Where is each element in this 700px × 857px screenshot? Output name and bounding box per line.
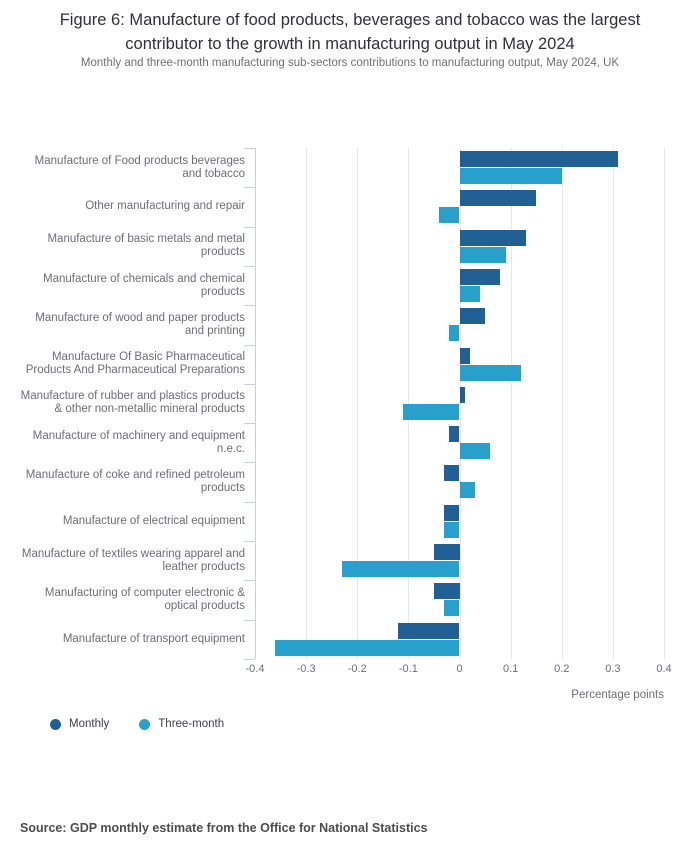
source-note: Source: GDP monthly estimate from the Office for National Statistics [20, 821, 428, 835]
gridline [664, 148, 665, 659]
x-tick-label: -0.4 [245, 663, 265, 675]
bar-three-month [460, 482, 475, 498]
bar-row [255, 541, 664, 580]
category-labels-column [0, 148, 245, 659]
category-label: Other manufacturing and repair [85, 200, 245, 213]
bar-three-month [403, 404, 459, 420]
bar-monthly [460, 269, 501, 285]
legend-item-three-month [139, 718, 224, 730]
y-axis-tick [244, 423, 255, 424]
bar-three-month [460, 247, 506, 263]
y-axis-tick [244, 384, 255, 385]
legend-swatch-monthly [50, 719, 61, 730]
bar-monthly [460, 308, 486, 324]
bar-row [255, 345, 664, 384]
category-label: Manufacture of Food products beverages and tobacco [34, 154, 245, 180]
x-axis-tick-labels [245, 663, 672, 677]
bar-row [255, 423, 664, 462]
bar-monthly [444, 505, 459, 521]
bar-three-month [460, 286, 480, 302]
x-tick-label: 0.2 [554, 663, 570, 675]
y-axis-tick [244, 541, 255, 542]
bar-monthly [460, 190, 537, 206]
legend-swatch-three-month [139, 719, 150, 730]
x-tick-label: 0.4 [656, 663, 672, 675]
bar-three-month [275, 640, 459, 656]
y-axis-tick [244, 305, 255, 306]
bar-row [255, 227, 664, 266]
y-axis-tick [244, 227, 255, 228]
bar-three-month [449, 325, 459, 341]
category-label: Manufacture of basic metals and metal products [47, 233, 245, 259]
bar-monthly [460, 230, 526, 246]
y-axis-tick [244, 462, 255, 463]
x-tick-label: -0.3 [296, 663, 316, 675]
bar-row [255, 384, 664, 423]
x-tick-label: 0.1 [502, 663, 519, 675]
bar-monthly [460, 387, 465, 403]
bar-monthly [434, 583, 460, 599]
legend [50, 716, 224, 732]
bar-three-month [444, 522, 459, 538]
x-tick-label: 0 [456, 663, 463, 675]
bar-row [255, 305, 664, 344]
y-axis-tick [244, 502, 255, 503]
bar-three-month [460, 443, 491, 459]
legend-label: Monthly [69, 718, 110, 730]
bar-three-month [342, 561, 460, 577]
x-tick-label: -0.2 [347, 663, 367, 675]
bar-monthly [449, 426, 459, 442]
bar-row [255, 462, 664, 501]
y-axis-tick [244, 266, 255, 267]
bar-three-month [460, 168, 562, 184]
plot-area [255, 148, 664, 659]
category-label: Manufacture of rubber and plastics products & other non-metallic mineral products [20, 390, 245, 416]
bar-row [255, 187, 664, 226]
bar-monthly [434, 544, 460, 560]
y-axis-tick [244, 345, 255, 346]
bar-monthly [460, 348, 470, 364]
bar-three-month [460, 365, 521, 381]
legend-label: Three-month [158, 718, 225, 730]
y-axis-tick [244, 148, 255, 149]
y-axis-tick [244, 580, 255, 581]
chart-subtitle: Monthly and three-month manufacturing sub-sectors contributions to manufacturing output, May 2024, UK [80, 57, 620, 69]
y-axis-tick [244, 187, 255, 188]
x-tick-label: -0.1 [398, 663, 418, 675]
bar-row [255, 148, 664, 187]
y-axis-line [255, 148, 256, 659]
category-label: Manufacturing of computer electronic & optical products [44, 586, 245, 612]
category-label: Manufacture of textiles wearing apparel and leather products [21, 547, 245, 573]
bar-monthly [398, 623, 459, 639]
bar-monthly [444, 465, 459, 481]
bar-row [255, 266, 664, 305]
page-title: Figure 6: Manufacture of food products, beverages and tobacco was the largest contributor to the growth in manufacturing output in May 2024 [59, 11, 641, 53]
category-label: Manufacture Of Basic Pharmaceutical Products And Pharmaceutical Preparations [25, 351, 245, 377]
category-label: Manufacture of wood and paper products and printing [35, 311, 245, 337]
category-label: Manufacture of coke and refined petroleum products [25, 469, 245, 495]
legend-item-monthly [50, 718, 109, 730]
category-label: Manufacture of transport equipment [62, 632, 245, 645]
bar-row [255, 580, 664, 619]
bar-row [255, 502, 664, 541]
y-axis-tick [244, 620, 255, 621]
bar-monthly [460, 151, 618, 167]
bar-three-month [439, 207, 459, 223]
bar-row [255, 620, 664, 659]
x-axis-title: Percentage points [571, 689, 664, 701]
category-label: Manufacture of electrical equipment [62, 514, 245, 527]
category-label: Manufacture of chemicals and chemical products [43, 272, 245, 298]
bar-three-month [444, 600, 459, 616]
y-axis-tick [244, 659, 255, 660]
category-label: Manufacture of machinery and equipment n.e.c. [32, 429, 245, 455]
x-tick-label: 0.3 [605, 663, 621, 675]
